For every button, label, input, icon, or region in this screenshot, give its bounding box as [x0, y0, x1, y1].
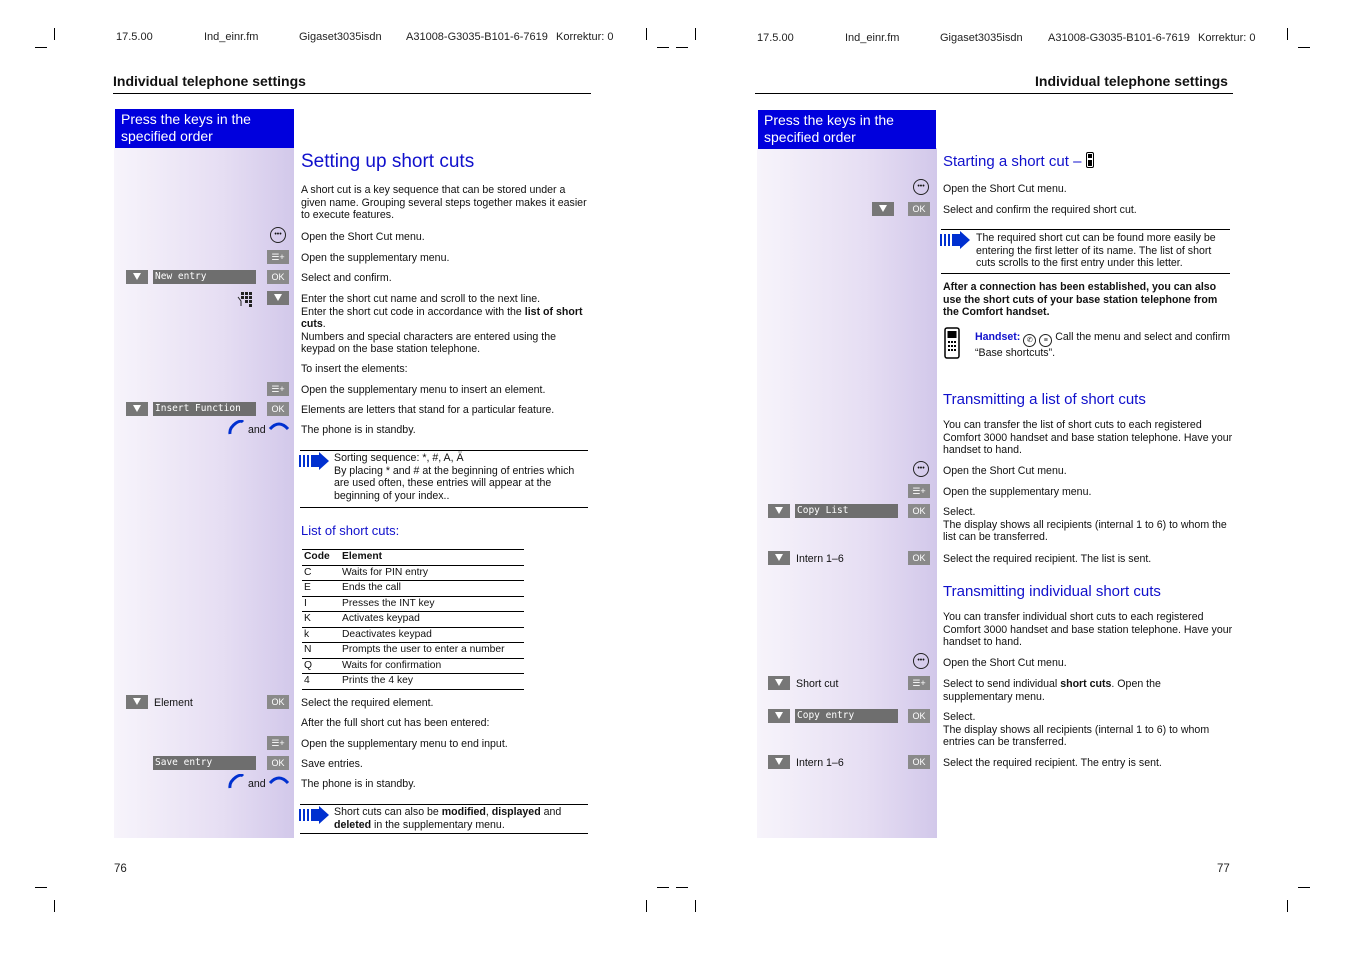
step-open-menu: Open the Short Cut menu. [943, 183, 1067, 195]
table-row [302, 674, 524, 690]
scroll-down-icon[interactable] [872, 202, 894, 216]
table-header-element: Element [340, 550, 524, 566]
step-open-supp-insert: Open the supplementary menu to insert an element. [301, 384, 546, 396]
table-header-code: Code [302, 550, 340, 566]
section-title: Individual telephone settings [1035, 73, 1228, 89]
scroll-down-icon[interactable] [768, 709, 790, 723]
and-label: and [248, 424, 266, 436]
crop-mark [54, 28, 55, 40]
step-select-copy-entry [943, 711, 1233, 749]
step-open-supp: Open the supplementary menu. [301, 252, 450, 264]
step-enter-code-text: Enter the short cut code in accordance with the [301, 305, 522, 318]
table-row [302, 581, 524, 597]
menu-key-icon[interactable]: ☰+ [908, 676, 930, 690]
step-after: After the full short cut has been entered: [301, 717, 490, 729]
step-standby: The phone is in standby. [301, 424, 416, 436]
table-row [302, 612, 524, 628]
step-elements: Elements are letters that stand for a particular feature. [301, 404, 555, 416]
table-cell-code: Q [302, 658, 340, 674]
crop-mark [646, 28, 647, 40]
menu-circle-icon[interactable]: ≡ [1039, 334, 1052, 347]
step-select-text: Select. [943, 506, 976, 518]
header-model: Gigaset3035isdn [299, 31, 382, 43]
handset-large-icon [944, 327, 960, 364]
para-transmit-list: You can transfer the list of short cuts to each registered Comfort 3000 handset and base station telephone. Have your handset to hand. [943, 419, 1233, 456]
header-file: Ind_einr.fm [845, 32, 900, 44]
step-send-individual [943, 678, 1233, 703]
ok-button[interactable]: OK [267, 270, 289, 284]
table-cell-code: N [302, 643, 340, 659]
display-insert-function: Insert Function [153, 402, 256, 416]
note-modify-c: , [485, 806, 492, 818]
note-modify-g: in the supplementary menu. [371, 818, 505, 831]
handset-icon [1086, 152, 1094, 168]
crop-mark [54, 900, 55, 912]
note-sorting-text [334, 452, 590, 502]
step-enter-name-text: Enter the short cut name and scroll to the next line. [301, 293, 541, 305]
heading-transmit-individual: Transmitting individual short cuts [943, 583, 1161, 600]
section-title: Individual telephone settings [113, 73, 306, 89]
end-key-icon[interactable] [269, 420, 289, 438]
page-number-left: 76 [114, 863, 127, 875]
header-file: Ind_einr.fm [204, 31, 259, 43]
talk-key-icon[interactable] [227, 774, 245, 795]
note-first-letter-text: The required short cut can be found more easily be entering the first letter of its name. The list of short cuts scrolls to the first entry under this letter. [976, 232, 1216, 269]
step-send-b: short cuts [1060, 678, 1112, 690]
display-new-entry: New entry [153, 270, 256, 284]
scroll-down-icon[interactable] [126, 270, 148, 284]
scroll-down-icon[interactable] [768, 676, 790, 690]
header-date: 17.5.00 [757, 32, 794, 44]
crop-mark [657, 887, 669, 888]
ok-button[interactable]: OK [908, 551, 930, 565]
crop-mark [1298, 47, 1310, 48]
ok-button[interactable]: OK [908, 709, 930, 723]
handset-label: Handset: [975, 331, 1021, 343]
table-cell-code: C [302, 565, 340, 581]
step-select-recipient-2: Select the required recipient. The entry is sent. [943, 757, 1162, 769]
table-row [302, 627, 524, 643]
note-arrow-icon [299, 452, 331, 475]
ok-button[interactable]: OK [267, 402, 289, 416]
header-docnum: A31008-G3035-B101-6-7619 [1048, 32, 1190, 44]
crop-mark [657, 47, 669, 48]
step-open-menu: Open the Short Cut menu. [301, 231, 425, 243]
note-arrow-icon [940, 231, 972, 254]
header-korrektur: Korrektur: 0 [1198, 32, 1256, 44]
and-label: and [248, 778, 266, 790]
menu-key-icon[interactable]: ☰+ [908, 484, 930, 498]
step-standby-2: The phone is in standby. [301, 778, 416, 790]
bold-para: After a connection has been established, you can also use the short cuts of your base station telephone from the Comfort handset. [943, 281, 1218, 318]
note-modify-b: modified [441, 806, 486, 818]
ok-button[interactable]: OK [908, 202, 930, 216]
step-select2-text: Select. [943, 711, 976, 723]
talk-key-icon[interactable]: ✆ [1023, 334, 1036, 347]
crop-mark [676, 47, 688, 48]
step-select-recipient: Select the required recipient. The list is sent. [943, 553, 1152, 565]
ok-button[interactable]: OK [908, 755, 930, 769]
step-open-menu: Open the Short Cut menu. [943, 657, 1067, 669]
note-modify-text [334, 806, 590, 831]
crop-mark [35, 887, 47, 888]
note-modify-a: Short cuts can also be [334, 806, 442, 818]
talk-key-icon[interactable] [227, 420, 245, 441]
shortcut-table [302, 549, 524, 690]
note-sorting-line1: Sorting sequence: *, #, A, Ä [334, 452, 464, 464]
scroll-down-icon[interactable] [126, 402, 148, 416]
note-modify-d: displayed [491, 806, 541, 818]
table-cell-element: Prompts the user to enter a number [340, 643, 524, 659]
note-modify-e: and [540, 806, 562, 818]
table-cell-element: Waits for PIN entry [340, 565, 524, 581]
note-arrow-icon [299, 806, 331, 829]
crop-mark [695, 28, 696, 40]
table-cell-element: Presses the INT key [340, 596, 524, 612]
step-select-element: Select the required element. [301, 697, 434, 709]
step-select2-desc: The display shows all recipients (internal 1 to 6) to whom entries can be transferred. [943, 723, 1210, 748]
ok-button[interactable]: OK [908, 504, 930, 518]
shortcut-key-icon[interactable]: ••• [913, 179, 929, 195]
display-save-entry: Save entry [153, 756, 256, 770]
page-number-right: 77 [1217, 863, 1230, 875]
ok-button[interactable]: OK [267, 756, 289, 770]
table-row [302, 643, 524, 659]
para-transmit-individual: You can transfer individual short cuts to each registered Comfort 3000 handset and base station telephone. Have your handset to hand. [943, 611, 1233, 648]
step-select-copy [943, 506, 1233, 544]
shortcut-key-icon[interactable]: ••• [913, 461, 929, 477]
crop-mark [1287, 900, 1288, 912]
step-insert: To insert the elements: [301, 363, 408, 375]
intern-label: Intern 1–6 [796, 553, 844, 565]
step-numbers-text: Numbers and special characters are entered using the keypad on the base station telephone. [301, 330, 556, 355]
display-copy-list: Copy List [795, 504, 898, 518]
header-date: 17.5.00 [116, 31, 153, 43]
table-cell-element: Activates keypad [340, 612, 524, 628]
step-select-confirm: Select and confirm the required short cut. [943, 204, 1137, 216]
header-model: Gigaset3035isdn [940, 32, 1023, 44]
handset-text: Call the menu and select and confirm “Base shortcuts”. [975, 331, 1231, 359]
scroll-down-icon[interactable] [768, 551, 790, 565]
step-select-confirm: Select and confirm. [301, 272, 392, 284]
table-cell-element: Prints the 4 key [340, 674, 524, 690]
note-modify-f: deleted [334, 818, 372, 831]
crop-mark [646, 900, 647, 912]
list-ref: list of short cuts [301, 305, 583, 330]
menu-key-icon[interactable]: ☰+ [267, 250, 289, 264]
element-label: Element [154, 697, 193, 709]
table-row [302, 565, 524, 581]
shortcut-key-icon[interactable]: ••• [270, 227, 286, 243]
table-cell-code: 4 [302, 674, 340, 690]
crop-mark [1287, 28, 1288, 40]
table-cell-element: Ends the call [340, 581, 524, 597]
menu-key-icon[interactable]: ☰+ [267, 736, 289, 750]
table-cell-code: I [302, 596, 340, 612]
ok-button[interactable]: OK [267, 695, 289, 709]
step-select-desc: The display shows all recipients (internal 1 to 6) to whom the list can be transferred. [943, 518, 1227, 543]
step-send-a: Select to send individual [943, 678, 1061, 690]
list-heading: List of short cuts: [301, 523, 400, 538]
keypad-icon[interactable] [237, 291, 255, 307]
heading-setting-up: Setting up short cuts [301, 151, 475, 172]
crop-mark [35, 47, 47, 48]
intern-label: Intern 1–6 [796, 757, 844, 769]
crop-mark [1298, 887, 1310, 888]
table-cell-element: Deactivates keypad [340, 627, 524, 643]
menu-key-icon[interactable]: ☰+ [267, 382, 289, 396]
note-sorting-line2: By placing * and # at the beginning of entries which are used often, these entries will appear at the beginning of your index.. [334, 464, 575, 502]
step-enter-name: Enter the short cut name and scroll to the next line. Enter the short cut code in accordance with the list of short cuts. Numbers and special characters are entered using the keypad on the base station telephone. [301, 293, 583, 355]
end-key-icon[interactable] [269, 774, 289, 792]
step-open-menu: Open the Short Cut menu. [943, 465, 1067, 477]
shortcut-key-icon[interactable]: ••• [913, 653, 929, 669]
scroll-down-icon[interactable] [126, 695, 148, 709]
scroll-down-icon[interactable] [267, 291, 289, 305]
table-cell-element: Waits for confirmation [340, 658, 524, 674]
table-row [302, 596, 524, 612]
crop-mark [695, 900, 696, 912]
step-open-end: Open the supplementary menu to end input. [301, 738, 508, 750]
heading-starting [943, 152, 1094, 170]
step-send-c: . Open the supplementary menu. [943, 678, 1161, 703]
header-docnum: A31008-G3035-B101-6-7619 [406, 31, 548, 43]
heading-transmit-list: Transmitting a list of short cuts [943, 391, 1146, 408]
press-keys-box: Press the keys in the specified order [115, 109, 294, 148]
step-open-supp: Open the supplementary menu. [943, 486, 1092, 498]
table-cell-code: K [302, 612, 340, 628]
header-korrektur: Korrektur: 0 [556, 31, 614, 43]
scroll-down-icon[interactable] [768, 504, 790, 518]
handset-instruction [975, 331, 1231, 360]
intro-text: A short cut is a key sequence that can be stored under a given name. Grouping several steps together makes it easier to execute features. [301, 184, 587, 221]
crop-mark [676, 887, 688, 888]
table-row [302, 658, 524, 674]
short-cut-label: Short cut [796, 678, 839, 690]
table-cell-code: k [302, 627, 340, 643]
scroll-down-icon[interactable] [768, 755, 790, 769]
heading-starting-text: Starting a short cut – [943, 153, 1082, 170]
step-save: Save entries. [301, 758, 363, 770]
press-keys-box: Press the keys in the specified order [758, 110, 936, 149]
table-cell-code: E [302, 581, 340, 597]
display-copy-entry: Copy entry [795, 709, 898, 723]
